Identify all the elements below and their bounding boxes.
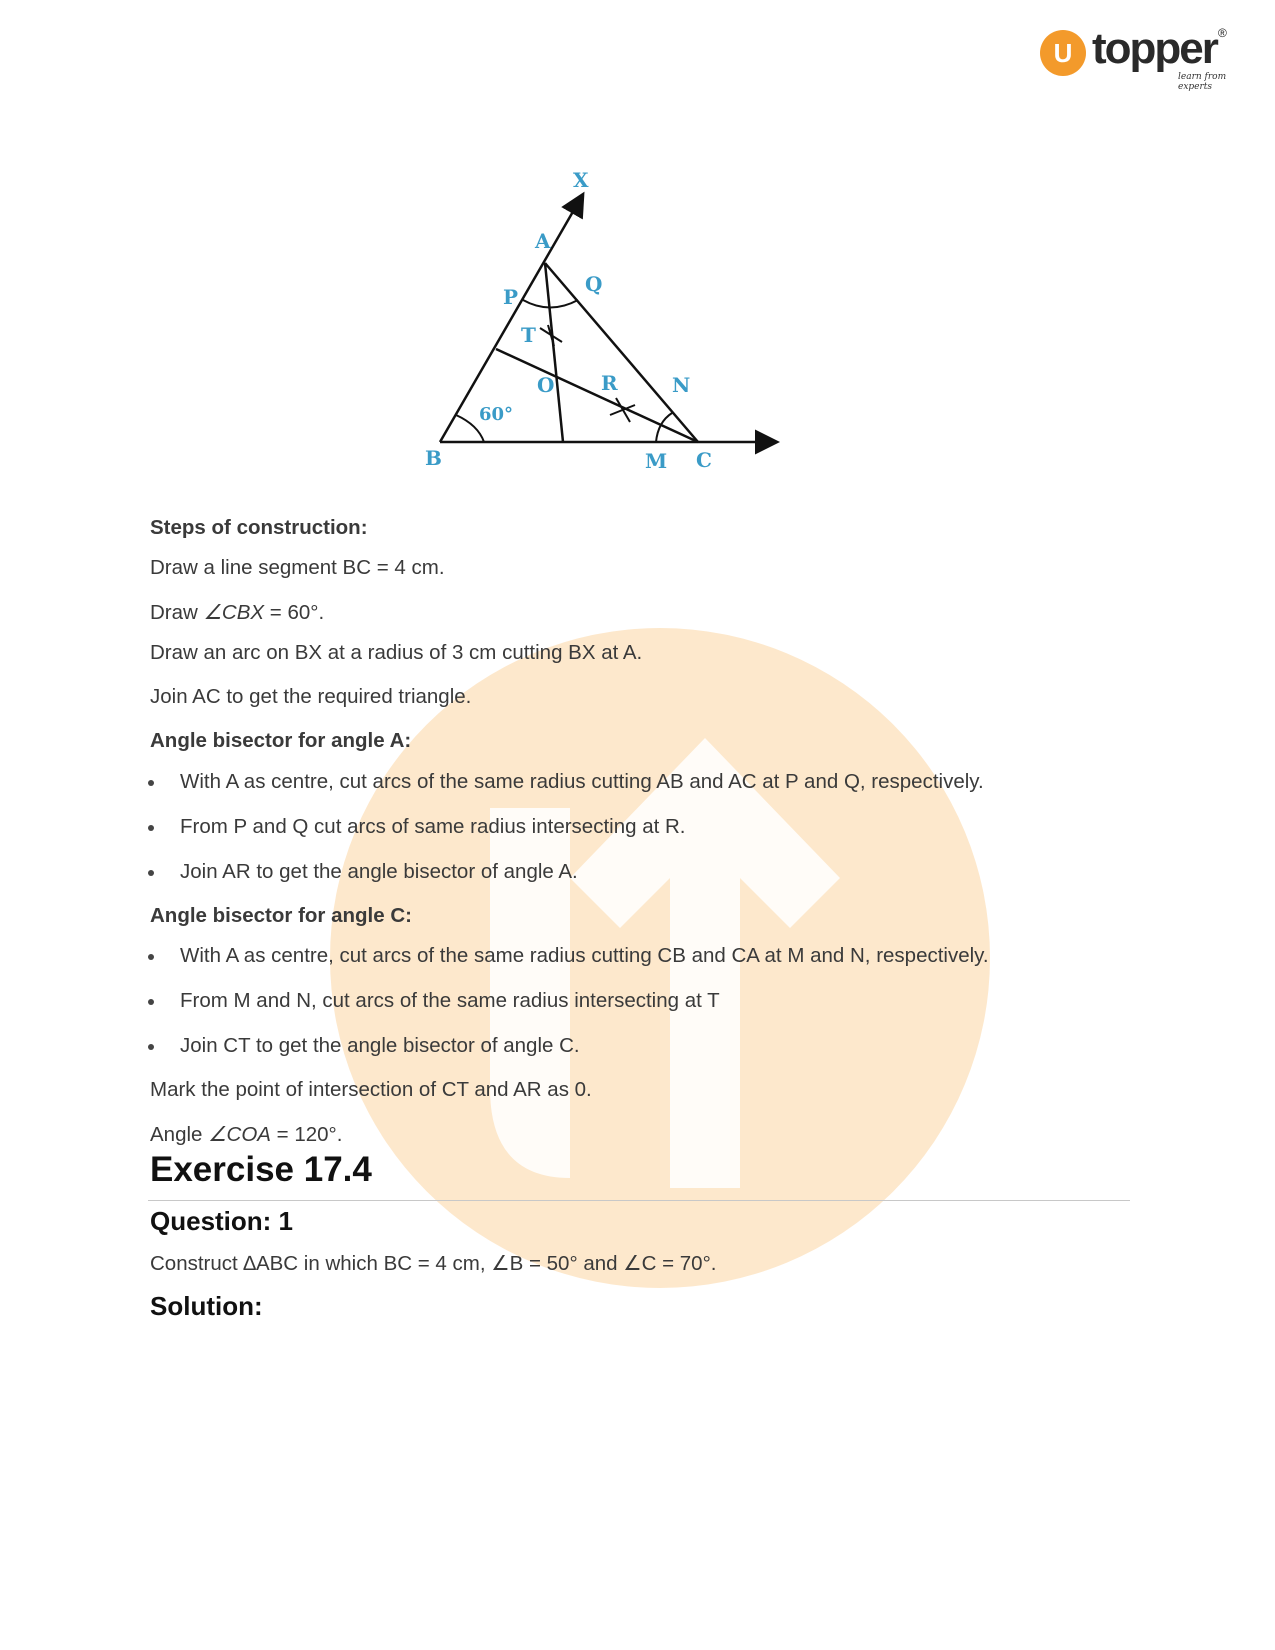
label-q: Q: [585, 272, 603, 296]
solution-title: Solution:: [150, 1291, 263, 1321]
label-r: R: [601, 371, 618, 395]
registered-mark: ®: [1218, 26, 1227, 40]
step-1: Draw a line segment BC = 4 cm.: [150, 556, 445, 579]
logo-badge-icon: U: [1040, 30, 1086, 76]
line-ac: [545, 263, 698, 442]
bisector-a-heading: Angle bisector for angle A:: [150, 729, 412, 752]
step-4: Join AC to get the required triangle.: [150, 685, 472, 708]
label-t: T: [521, 323, 536, 347]
conclusion-line-1: Mark the point of intersection of CT and AR as 0.: [150, 1078, 592, 1101]
label-p: P: [503, 285, 519, 309]
bisector-ar: [545, 263, 563, 442]
construction-diagram: [425, 168, 830, 500]
question-text: Construct ∆ABC in which BC = 4 cm, ∠B = 50° and ∠C = 70°.: [150, 1252, 717, 1275]
bisector-a-item: With A as centre, cut arcs of the same radius cutting AB and AC at P and Q, respectively.: [180, 770, 984, 793]
step-2: Draw ∠CBX = 60°.: [150, 601, 325, 624]
bisector-c-item: With A as centre, cut arcs of the same radius cutting CB and CA at M and N, respectively.: [180, 944, 989, 967]
bisector-ct: [496, 349, 698, 442]
question-title: Question: 1: [150, 1206, 294, 1236]
label-n: N: [672, 373, 691, 397]
topper-logo[interactable]: [1040, 24, 1240, 92]
logo-tagline: learn from experts: [1178, 72, 1227, 92]
bisector-c-item: Join CT to get the angle bisector of angle C.: [180, 1034, 580, 1057]
conclusion-line-2: Angle ∠COA = 120°.: [150, 1123, 343, 1146]
divider: [148, 1200, 1130, 1201]
logo-wordmark: topper: [1092, 24, 1217, 73]
bisector-a-item: Join AR to get the angle bisector of angle A.: [180, 860, 578, 883]
bisector-a-item: From P and Q cut arcs of same radius intersecting at R.: [180, 815, 686, 838]
label-c: C: [696, 448, 712, 472]
exercise-title: Exercise 17.4: [150, 1150, 372, 1189]
label-m: M: [645, 449, 668, 473]
step-3: Draw an arc on BX at a radius of 3 cm cutting BX at A.: [150, 641, 643, 664]
label-a: A: [535, 229, 551, 253]
bisector-c-item: From M and N, cut arcs of the same radius intersecting at T: [180, 989, 720, 1012]
label-x: X: [573, 168, 589, 192]
bisector-c-heading: Angle bisector for angle C:: [150, 904, 412, 927]
label-b: B: [425, 446, 442, 470]
label-o: O: [537, 373, 555, 397]
steps-heading: Steps of construction:: [150, 516, 368, 539]
label-angle-60: 60°: [479, 404, 514, 425]
